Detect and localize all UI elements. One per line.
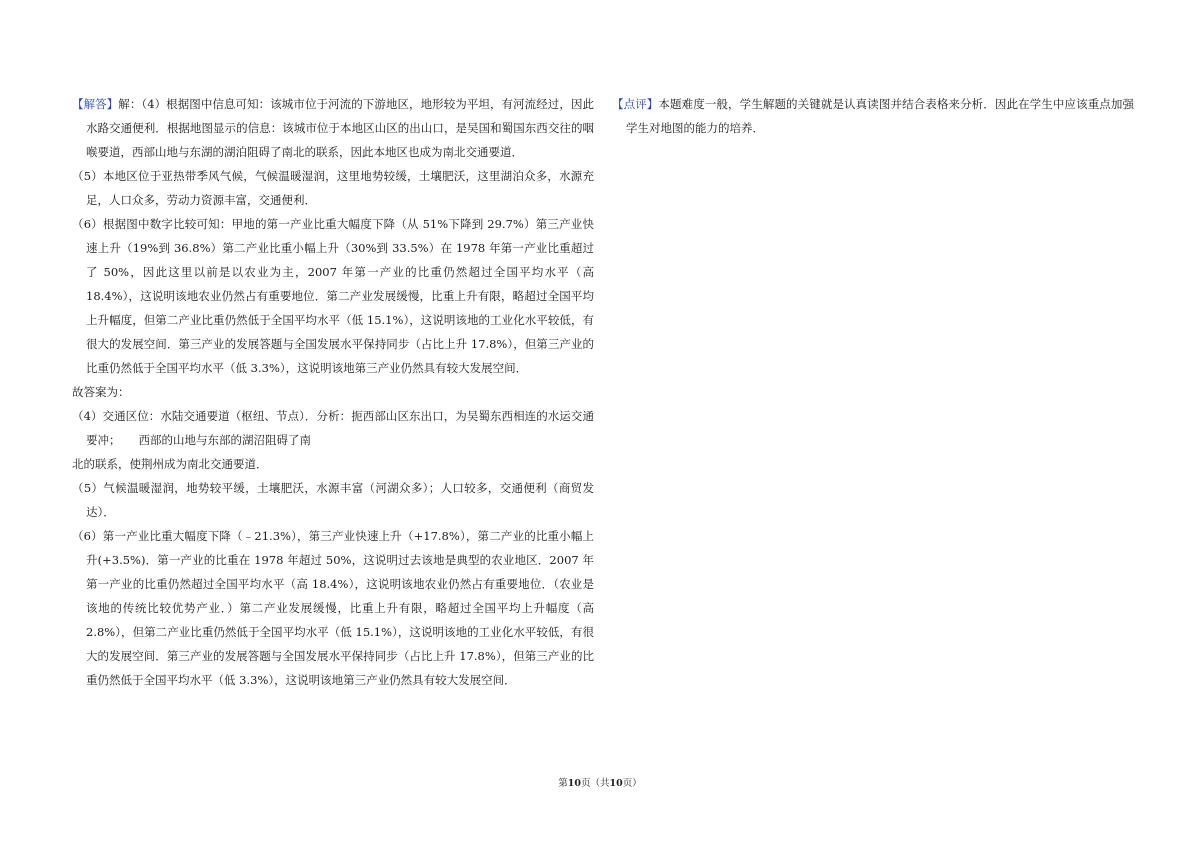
page-footer: [0, 775, 1200, 789]
answer-paragraph-5: （5）本地区位于亚热带季风气候，气候温暖湿润，这里地势较缓，土壤肥沃，这里湖泊众多，水源充足，人口众多，劳动力资源丰富，交通便利．: [72, 169, 594, 207]
comment-tag: 【点评】: [612, 97, 659, 111]
footer-middle: 页（共: [580, 778, 610, 789]
comment-text: 本题难度一般，学生解题的关键就是认真读图并结合表格来分析．因此在学生中应该重点加强学生对地图的能力的培养．: [626, 97, 1135, 135]
right-column: [612, 92, 1134, 140]
final-answer-4-continued: 北的联系，使荆州成为南北交通要道．: [72, 457, 268, 471]
answer-text-4: 解：（4）根据图中信息可知：该城市位于河流的下游地区，地形较为平坦，有河流经过，因此水路交通便利．根据地图显示的信息：该城市位于本地区山区的出山口，是吴国和蜀国东西交往的咽喉要道，西部山地与东湖的湖泊阻碍了南北的联系，因此本地区也成为南北交通要道．: [86, 97, 595, 159]
left-column: [72, 92, 594, 692]
comment-paragraph: [612, 92, 1134, 140]
answer-paragraph-4: [72, 92, 594, 164]
final-answer-5: （5）气候温暖湿润，地势较平缓，土壤肥沃，水源丰富（河湖众多）；人口较多，交通便利（商贸发达）．: [72, 481, 594, 519]
final-answer-4: [72, 404, 594, 452]
answer-tag: 【解答】: [72, 97, 119, 111]
footer-suffix: 页）: [622, 778, 642, 789]
answer-paragraph-6: （6）根据图中数字比较可知：甲地的第一产业比重大幅度下降（从 51%下降到 29.7%）第三产业快速上升（19%到 36.8%）第二产业比重小幅上升（30%到 33.5%）在 1978 年第一产业比重超过了 50%，因此这里以前是以农业为主，2007 年第一产业的比重仍然超过全国平均水平（高 18.4%），这说明该地农业仍然占有重要地位．第二产业发展缓慢，比重上升有限，略超过全国平均上升幅度，但第二产业比重仍然低于全国平均水平（低 15.1%），这说明该地的工业化水平较低，有很大的发展空间．第三产业的发展答题与全国发展水平保持同步（占比上升 17.8%），但第三产业的比重仍然低于全国平均水平（低 3.3%），这说明该地第三产业仍然具有较大发展空间．: [72, 217, 594, 375]
final-answer-4-part-b: 西部的山地与东部的湖沼阻碍了南: [138, 433, 311, 447]
footer-total-pages: 10: [609, 778, 623, 789]
final-answer-6: （6）第一产业比重大幅度下降（﹣21.3%），第三产业快速上升（+17.8%），第二产业的比重小幅上升(+3.5%)．第一产业的比重在 1978 年超过 50%，这说明过去该地是典型的农业地区．2007 年第一产业的比重仍然超过全国平均水平（高 18.4%），这说明该地农业仍然占有重要地位．（农业是该地的传统比较优势产业．）第二产业发展缓慢，比重上升有限，略超过全国平均上升幅度（高 2.8%），但第二产业比重仍然低于全国平均水平（低 15.1%），这说明该地的工业化水平较低，有很大的发展空间．第三产业的发展答题与全国发展水平保持同步（占比上升 17.8%），但第三产业的比重仍然低于全国平均水平（低 3.3%），这说明该地第三产业仍然具有较大发展空间．: [72, 529, 594, 687]
footer-prefix: 第: [558, 778, 568, 789]
final-answer-4-part-a: （4）交通区位：水陆交通要道（枢纽、节点）．分析：扼西部山区东出口，为吴蜀东西相连的水运交通要冲；: [72, 409, 594, 447]
footer-page-number: 10: [567, 778, 581, 789]
conclusion-label: 故答案为：: [72, 385, 130, 399]
